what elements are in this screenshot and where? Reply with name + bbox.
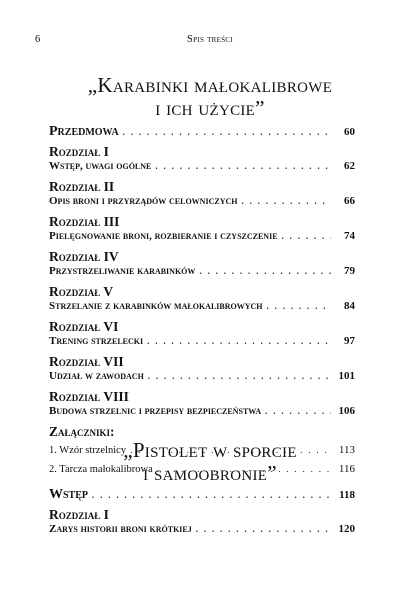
toc-entry-label: Budowa strzelnic i przepisy bezpieczeństwa <box>49 405 262 417</box>
appendix-heading: Załączniki: <box>49 424 115 439</box>
chapter-heading: Rozdział II <box>49 179 115 194</box>
section-title-line: i samoobronie” <box>143 461 277 485</box>
toc-entry-label: Udział w zawodach <box>49 370 144 382</box>
leader-dots <box>196 522 331 537</box>
toc-page-number: 60 <box>344 126 355 138</box>
chapter-heading: Rozdział IV <box>49 249 119 264</box>
toc-entry-label: Pielęgnowanie broni, rozbieranie i czyszczenie <box>49 230 278 242</box>
toc-entry-label: Przystrzeliwanie karabinków <box>49 265 196 277</box>
toc-entry-label: Zarys historii broni krótkiej <box>49 523 192 535</box>
toc-entry <box>49 404 355 419</box>
toc-entry-preface <box>49 124 355 144</box>
toc-page-number: 79 <box>344 265 355 277</box>
toc-page-number: 66 <box>344 195 355 207</box>
leader-dots <box>148 369 331 384</box>
section-title <box>0 439 420 485</box>
chapter-heading: Rozdział VI <box>49 319 119 334</box>
toc-page-number: 97 <box>344 335 355 347</box>
toc-page-number: 62 <box>344 160 355 172</box>
section-title-line: i ich użycie” <box>155 96 265 120</box>
toc-entry <box>49 264 355 279</box>
chapter-heading: Rozdział VII <box>49 354 124 369</box>
toc-entry-label: Wstęp, uwagi ogólne <box>49 160 152 172</box>
chapter-heading: Rozdział III <box>49 214 120 229</box>
section-title-line: „Karabinki małokalibrowe <box>87 73 333 97</box>
toc-entry-label: Trening strzelecki <box>49 335 144 347</box>
toc-entry-label: Strzelanie z karabinków małokalibrowych <box>49 300 263 312</box>
toc-entry-label: Przedmowa <box>49 124 119 139</box>
toc-entry <box>49 299 355 314</box>
chapter-heading: Rozdział I <box>49 507 109 522</box>
section-title <box>0 74 420 120</box>
toc-page-number: 84 <box>344 300 355 312</box>
leader-dots <box>199 264 331 279</box>
leader-dots <box>282 229 331 244</box>
toc-entry <box>49 229 355 244</box>
toc-entry-introduction <box>49 487 355 507</box>
leader-dots <box>155 159 331 174</box>
toc-page-number: 120 <box>338 523 355 535</box>
leader-dots <box>123 127 331 137</box>
section-title-line: „Pistolet w sporcie <box>123 438 297 462</box>
leader-dots <box>147 334 331 349</box>
table-of-contents <box>49 124 355 479</box>
leader-dots <box>265 404 331 419</box>
leader-dots <box>267 299 331 314</box>
toc-entry <box>49 334 355 349</box>
chapter-heading: Rozdział I <box>49 144 109 159</box>
leader-dots <box>92 490 331 500</box>
chapter-heading: Rozdział V <box>49 284 114 299</box>
toc-page-number: 118 <box>339 489 355 501</box>
toc-entry-label: Wstęp <box>49 487 89 502</box>
running-title: Spis treści <box>187 34 233 45</box>
toc-entry <box>49 194 355 209</box>
toc-page-number: 101 <box>338 370 355 382</box>
toc-entry-label: Opis broni i przyrządów celowniczych <box>49 195 238 207</box>
toc-entry-label: 2. Tarcza małokalibrowa <box>49 464 153 475</box>
leader-dots <box>241 194 331 209</box>
toc-page-number: 106 <box>338 405 355 417</box>
toc-page-number: 74 <box>344 230 355 242</box>
page-number: 6 <box>35 34 41 45</box>
toc-entry <box>49 159 355 174</box>
chapter-heading: Rozdział VIII <box>49 389 129 404</box>
toc-entry <box>49 522 355 537</box>
toc-page-number: 116 <box>338 463 355 475</box>
table-of-contents <box>49 487 355 542</box>
toc-page-number: 113 <box>338 444 355 456</box>
toc-entry-label: 1. Wzór strzelnicy <box>49 445 127 456</box>
toc-entry <box>49 369 355 384</box>
